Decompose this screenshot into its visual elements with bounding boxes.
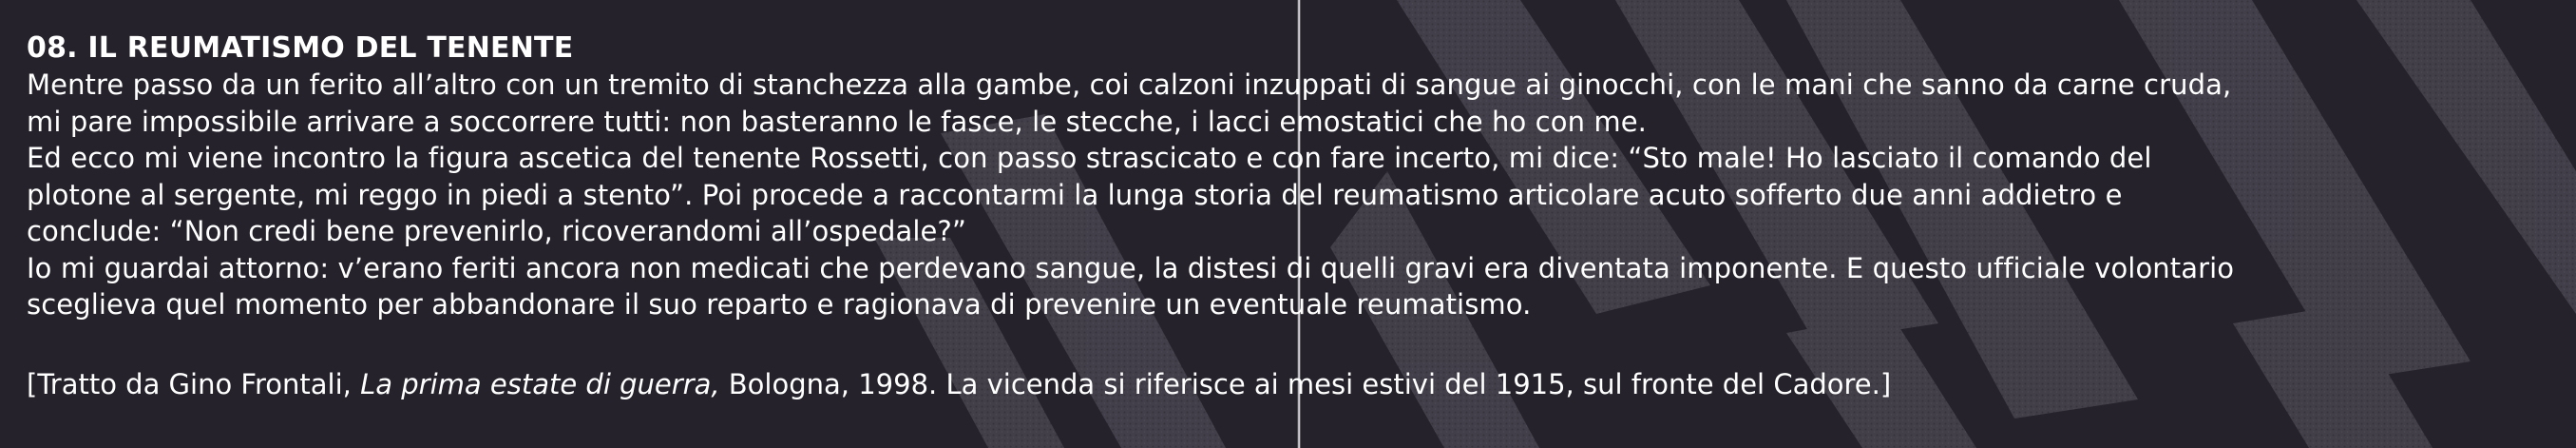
body-line-2: mi pare impossibile arrivare a soccorrere tutti: non basteranno le fasce, le stecche, i lacci emostatici che ho con me. — [27, 105, 1647, 138]
body-line-5: conclude: “Non credi bene prevenirlo, ricoverandomi all’ospedale?” — [27, 215, 967, 247]
book-title: La prima estate di guerra, — [360, 367, 720, 400]
paragraph-gap — [27, 323, 2564, 366]
citation-prefix: [Tratto da Gino Frontali, — [27, 367, 361, 400]
text-section — [27, 30, 2564, 402]
body-line-4: plotone al sergente, mi reggo in piedi a stento”. Poi procede a raccontarmi la lunga storia del reumatismo articolare acuto sofferto due anni addietro e — [27, 178, 2123, 211]
source-citation — [27, 366, 2564, 402]
body-line-7: sceglieva quel momento per abbandonare il suo reparto e ragionava di prevenire un eventuale reumatismo. — [27, 288, 1532, 321]
body-line-3: Ed ecco mi viene incontro la figura ascetica del tenente Rossetti, con passo strascicato e con fare incerto, mi dice: “Sto male! Ho lasciato il comando del — [27, 142, 2152, 174]
section-heading: 08. IL REUMATISMO DEL TENENTE — [27, 31, 574, 65]
body-line-1: Mentre passo da un ferito all’altro con un tremito di stanchezza alla gambe, coi calzoni inzuppati di sangue ai ginocchi, con le mani che sanno da carne cruda, — [27, 68, 2232, 101]
body-line-6: Io mi guardai attorno: v’erano feriti ancora non medicati che perdevano sangue, la distesi di quelli gravi era diventata imponente. E questo ufficiale volontario — [27, 251, 2235, 284]
citation-suffix: Bologna, 1998. La vicenda si riferisce ai mesi estivi del 1915, sul fronte del Cadore.] — [719, 367, 1892, 400]
